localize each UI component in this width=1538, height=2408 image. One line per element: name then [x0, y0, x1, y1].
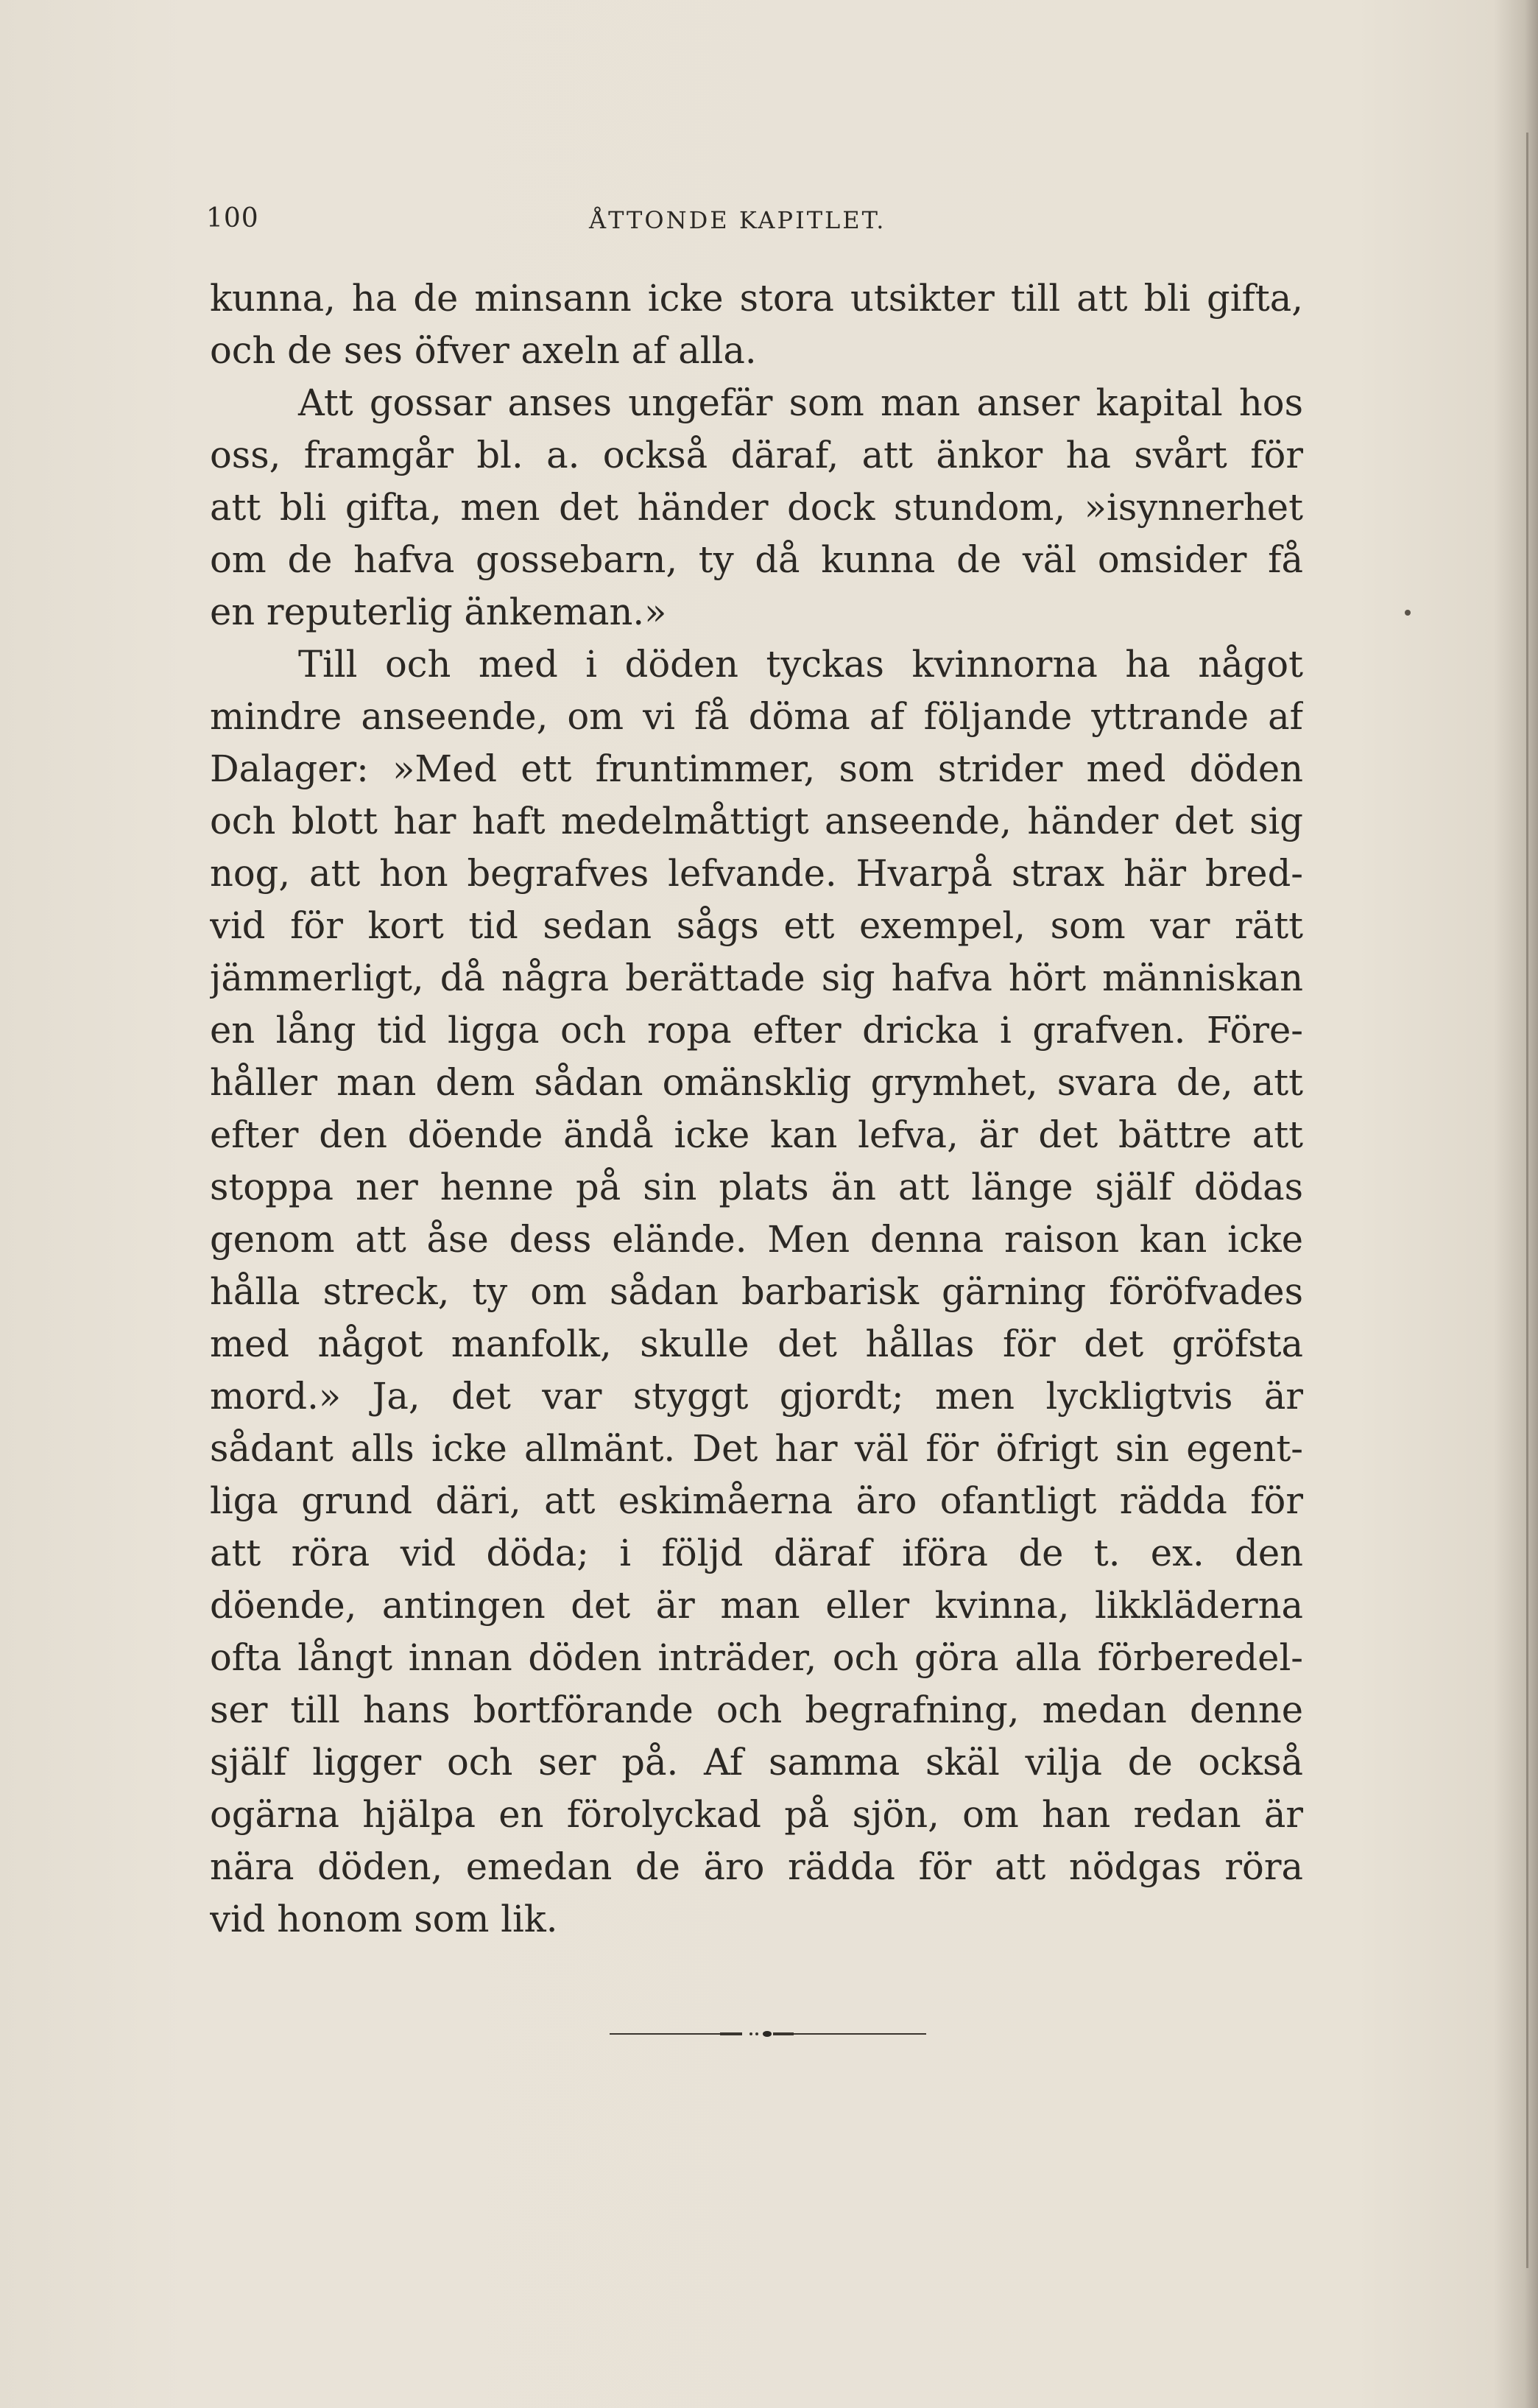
- text-line: och blott har haft medelmåttigt anseende, händer det sig: [210, 800, 1303, 842]
- text-line: med något manfolk, skulle det hållas för det gröfsta: [210, 1323, 1303, 1365]
- text-line: att bli gifta, men det händer dock stundom, »isynnerhet: [210, 486, 1303, 529]
- text-line: oss, framgår bl. a. också däraf, att änkor ha svårt för: [210, 434, 1303, 476]
- text-line: att röra vid döda; i följd däraf iföra de t. ex. den: [210, 1532, 1303, 1574]
- text-line: håller man dem sådan omänsklig grymhet, svara de, att: [210, 1061, 1303, 1104]
- print-speck: [1405, 610, 1411, 616]
- text-line: själf ligger och ser på. Af samma skäl vilja de också: [210, 1741, 1303, 1784]
- text-line: nog, att hon begrafves lefvande. Hvarpå strax här bred-: [210, 852, 1303, 895]
- text-line: jämmerligt, då några berättade sig hafva hört människan: [210, 957, 1303, 999]
- text-line: och de ses öfver axeln af alla.: [210, 329, 757, 372]
- section-end-ornament: [610, 2027, 926, 2041]
- text-line: ser till hans bortförande och begrafning, medan denne: [210, 1689, 1303, 1731]
- text-line: döende, antingen det är man eller kvinna, likkläderna: [210, 1584, 1303, 1627]
- page-header: [206, 203, 1311, 240]
- page-edge-shadow: [1494, 0, 1538, 2408]
- text-line: mindre anseende, om vi få döma af följande yttrande af: [210, 695, 1303, 738]
- text-line: en reputerlig änkeman.»: [210, 591, 667, 633]
- text-line: vid för kort tid sedan sågs ett exempel, som var rätt: [210, 904, 1303, 947]
- text-line: en lång tid ligga och ropa efter dricka i grafven. Före-: [210, 1009, 1303, 1052]
- text-line: ogärna hjälpa en förolyckad på sjön, om han redan är: [210, 1793, 1303, 1836]
- text-line: hålla streck, ty om sådan barbarisk gärning föröfvades: [210, 1270, 1303, 1313]
- text-line: nära döden, emedan de äro rädda för att nödgas röra: [210, 1845, 1303, 1888]
- text-line: Dalager: »Med ett fruntimmer, som strider med döden: [210, 747, 1303, 790]
- text-line: vid honom som lik.: [210, 1898, 558, 1940]
- text-line: stoppa ner henne på sin plats än att länge själf dödas: [210, 1166, 1303, 1208]
- text-line: kunna, ha de minsann icke stora utsikter till att bli gifta,: [210, 277, 1303, 320]
- text-line: efter den döende ändå icke kan lefva, är det bättre att: [210, 1113, 1303, 1156]
- text-line: ofta långt innan döden inträder, och göra alla förberedel-: [210, 1636, 1303, 1679]
- text-line: sådant alls icke allmänt. Det har väl för öfrigt sin egent-: [210, 1427, 1303, 1470]
- text-line: liga grund däri, att eskimåerna äro ofantligt rädda för: [210, 1479, 1303, 1522]
- text-line: Till och med i döden tyckas kvinnorna ha något: [298, 643, 1303, 686]
- text-line: genom att åse dess elände. Men denna raison kan icke: [210, 1218, 1303, 1261]
- text-line: Att gossar anses ungefär som man anser kapital hos: [298, 381, 1303, 424]
- running-head: ÅTTONDE KAPITLET.: [589, 206, 886, 234]
- text-line: mord.» Ja, det var styggt gjordt; men lyckligtvis är: [210, 1375, 1303, 1418]
- page-edge-line: [1526, 133, 1528, 2268]
- body-text: [210, 272, 1303, 1946]
- text-line: om de hafva gossebarn, ty då kunna de väl omsider få: [210, 538, 1303, 581]
- page-number: 100: [206, 203, 259, 233]
